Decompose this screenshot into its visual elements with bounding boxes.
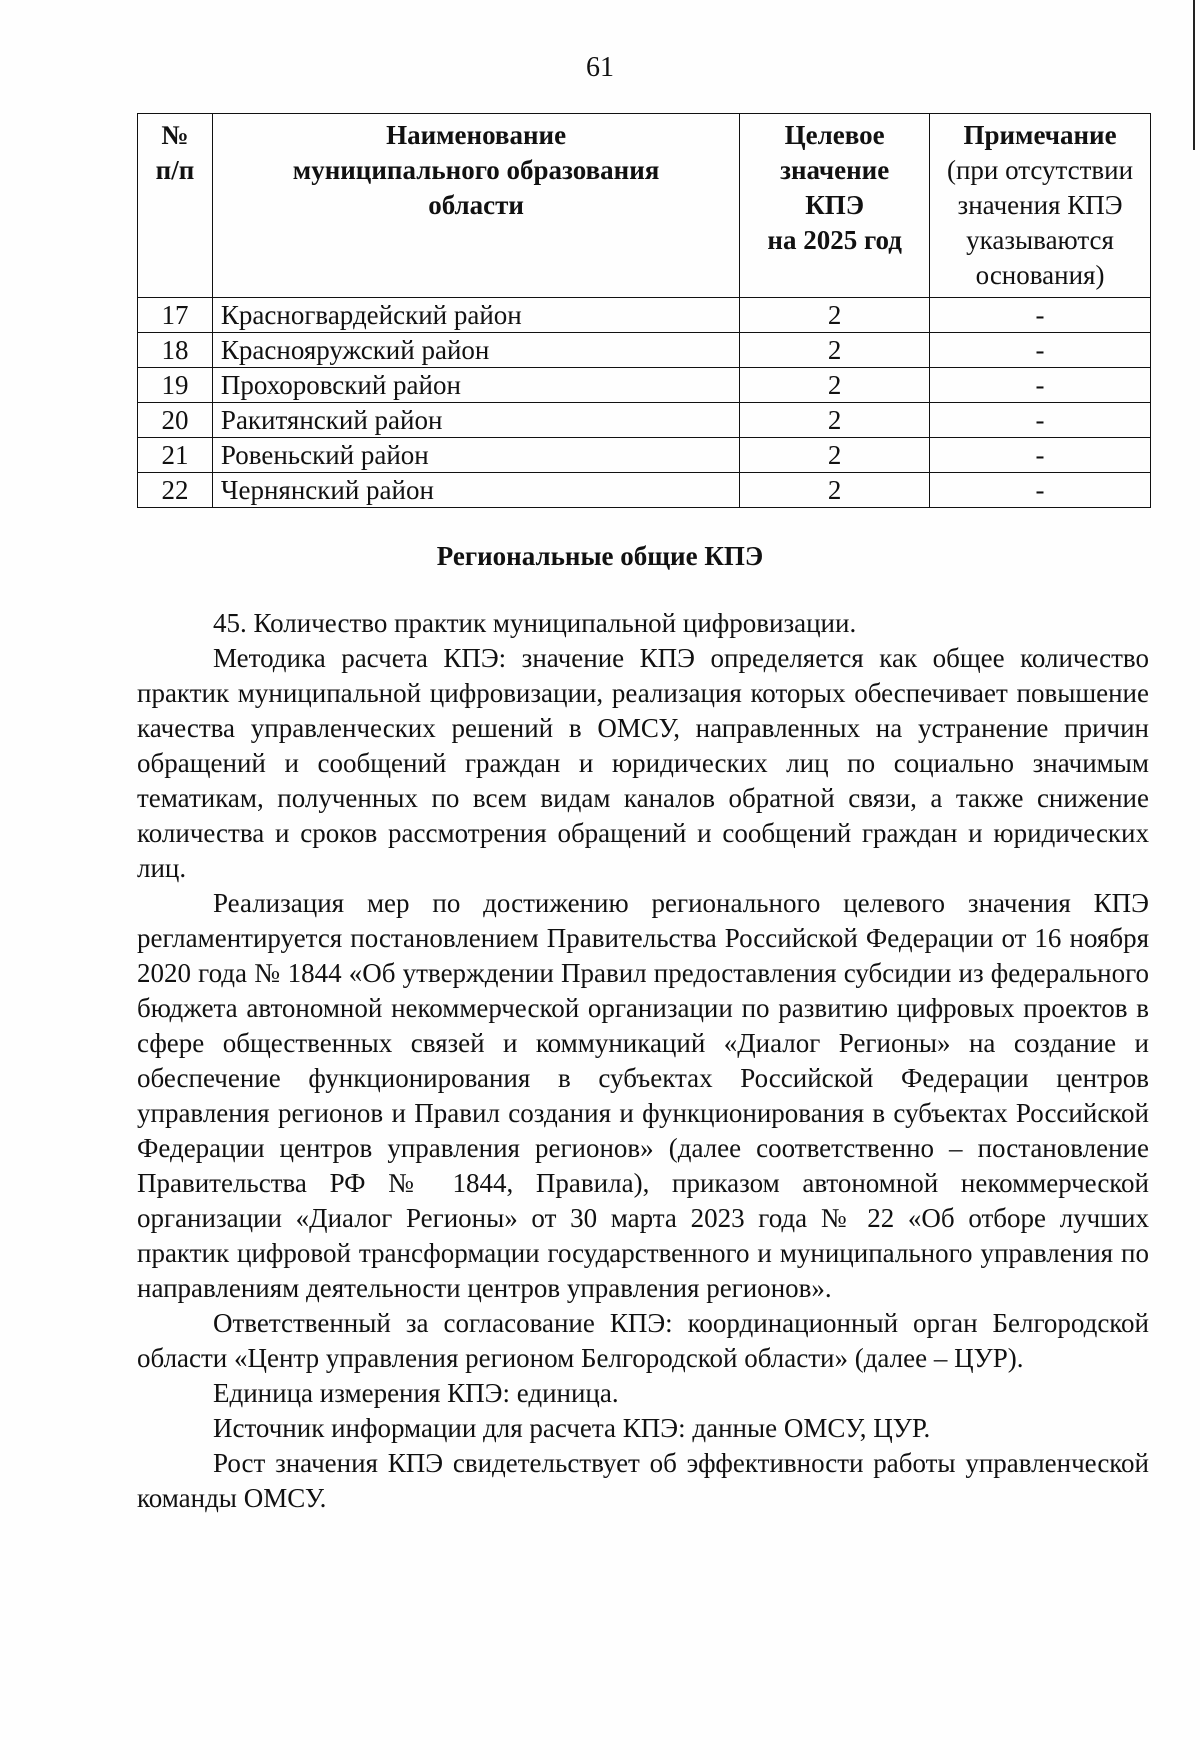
row-value: 2 (740, 473, 930, 508)
paragraph-regulation: Реализация мер по достижению регионального целевого значения КПЭ регламентируется постановлением Правительства Российской Федерации от 16 ноября 2020 года № 1844 «Об утверждении Правил предоставления субсидии из федерального бюджета автономной некоммерческой организации по развитию цифровых проектов в сфере общественных связей и коммуникаций «Диалог Регионы» на создание и обеспечение функционирования в субъектах Российской Федерации центров управления регионов и Правил создания и функционирования в субъектах Российской Федерации центров управления регионов» (далее соответственно – постановление Правительства РФ № 1844, Правила), приказом автономной некоммерческой организации «Диалог Регионы» от 30 марта 2023 года № 22 «Об отборе лучших практик цифровой трансформации государственного и муниципального управления по направлениям деятельности центров управления регионов». (137, 888, 1149, 1303)
header-note: Примечание (при отсутствии значения КПЭ указываются основания) (930, 114, 1151, 298)
row-note: - (930, 403, 1151, 438)
paragraph-unit: Единица измерения КПЭ: единица. (213, 1378, 619, 1408)
row-num: 20 (138, 403, 213, 438)
paragraph-source: Источник информации для расчета КПЭ: данные ОМСУ, ЦУР. (213, 1413, 931, 1443)
row-value: 2 (740, 438, 930, 473)
row-name: Краснояружский район (212, 333, 739, 368)
kpe-table (137, 113, 1151, 508)
paragraph-kpe-title: 45. Количество практик муниципальной цифровизации. (213, 608, 857, 638)
table-header-row (138, 114, 1151, 298)
row-name: Ровеньский район (212, 438, 739, 473)
table-row (138, 368, 1151, 403)
body-text (137, 606, 1149, 1516)
row-note: - (930, 473, 1151, 508)
row-note: - (930, 368, 1151, 403)
header-target: Целевое значение КПЭ на 2025 год (740, 114, 930, 298)
row-name: Ракитянский район (212, 403, 739, 438)
header-name: Наименование муниципального образования области (212, 114, 739, 298)
row-name: Красногвардейский район (212, 298, 739, 333)
paragraph-responsible: Ответственный за согласование КПЭ: координационный орган Белгородской области «Центр управления регионом Белгородской области» (далее – ЦУР). (137, 1308, 1149, 1373)
page-number: 61 (586, 52, 614, 83)
row-value: 2 (740, 368, 930, 403)
row-num: 21 (138, 438, 213, 473)
table-row (138, 403, 1151, 438)
row-name: Чернянский район (212, 473, 739, 508)
section-title: Региональные общие КПЭ (436, 541, 764, 571)
row-note: - (930, 333, 1151, 368)
row-name: Прохоровский район (212, 368, 739, 403)
row-value: 2 (740, 333, 930, 368)
row-num: 18 (138, 333, 213, 368)
header-num: № п/п (138, 114, 213, 298)
row-num: 19 (138, 368, 213, 403)
row-value: 2 (740, 403, 930, 438)
paragraph-growth: Рост значения КПЭ свидетельствует об эффективности работы управленческой команды ОМСУ. (137, 1448, 1149, 1513)
table-row (138, 298, 1151, 333)
table-row (138, 438, 1151, 473)
row-num: 17 (138, 298, 213, 333)
table-row (138, 333, 1151, 368)
row-num: 22 (138, 473, 213, 508)
paragraph-methodology: Методика расчета КПЭ: значение КПЭ определяется как общее количество практик муниципальной цифровизации, реализация которых обеспечивает повышение качества управленческих решений в ОМСУ, направленных на устранение причин обращений и сообщений граждан и юридических лиц по социально значимым тематикам, полученных по всем видам каналов обратной связи, а также снижение количества и сроков рассмотрения обращений и сообщений граждан и юридических лиц. (137, 643, 1149, 883)
table-row (138, 473, 1151, 508)
row-value: 2 (740, 298, 930, 333)
row-note: - (930, 298, 1151, 333)
row-note: - (930, 438, 1151, 473)
